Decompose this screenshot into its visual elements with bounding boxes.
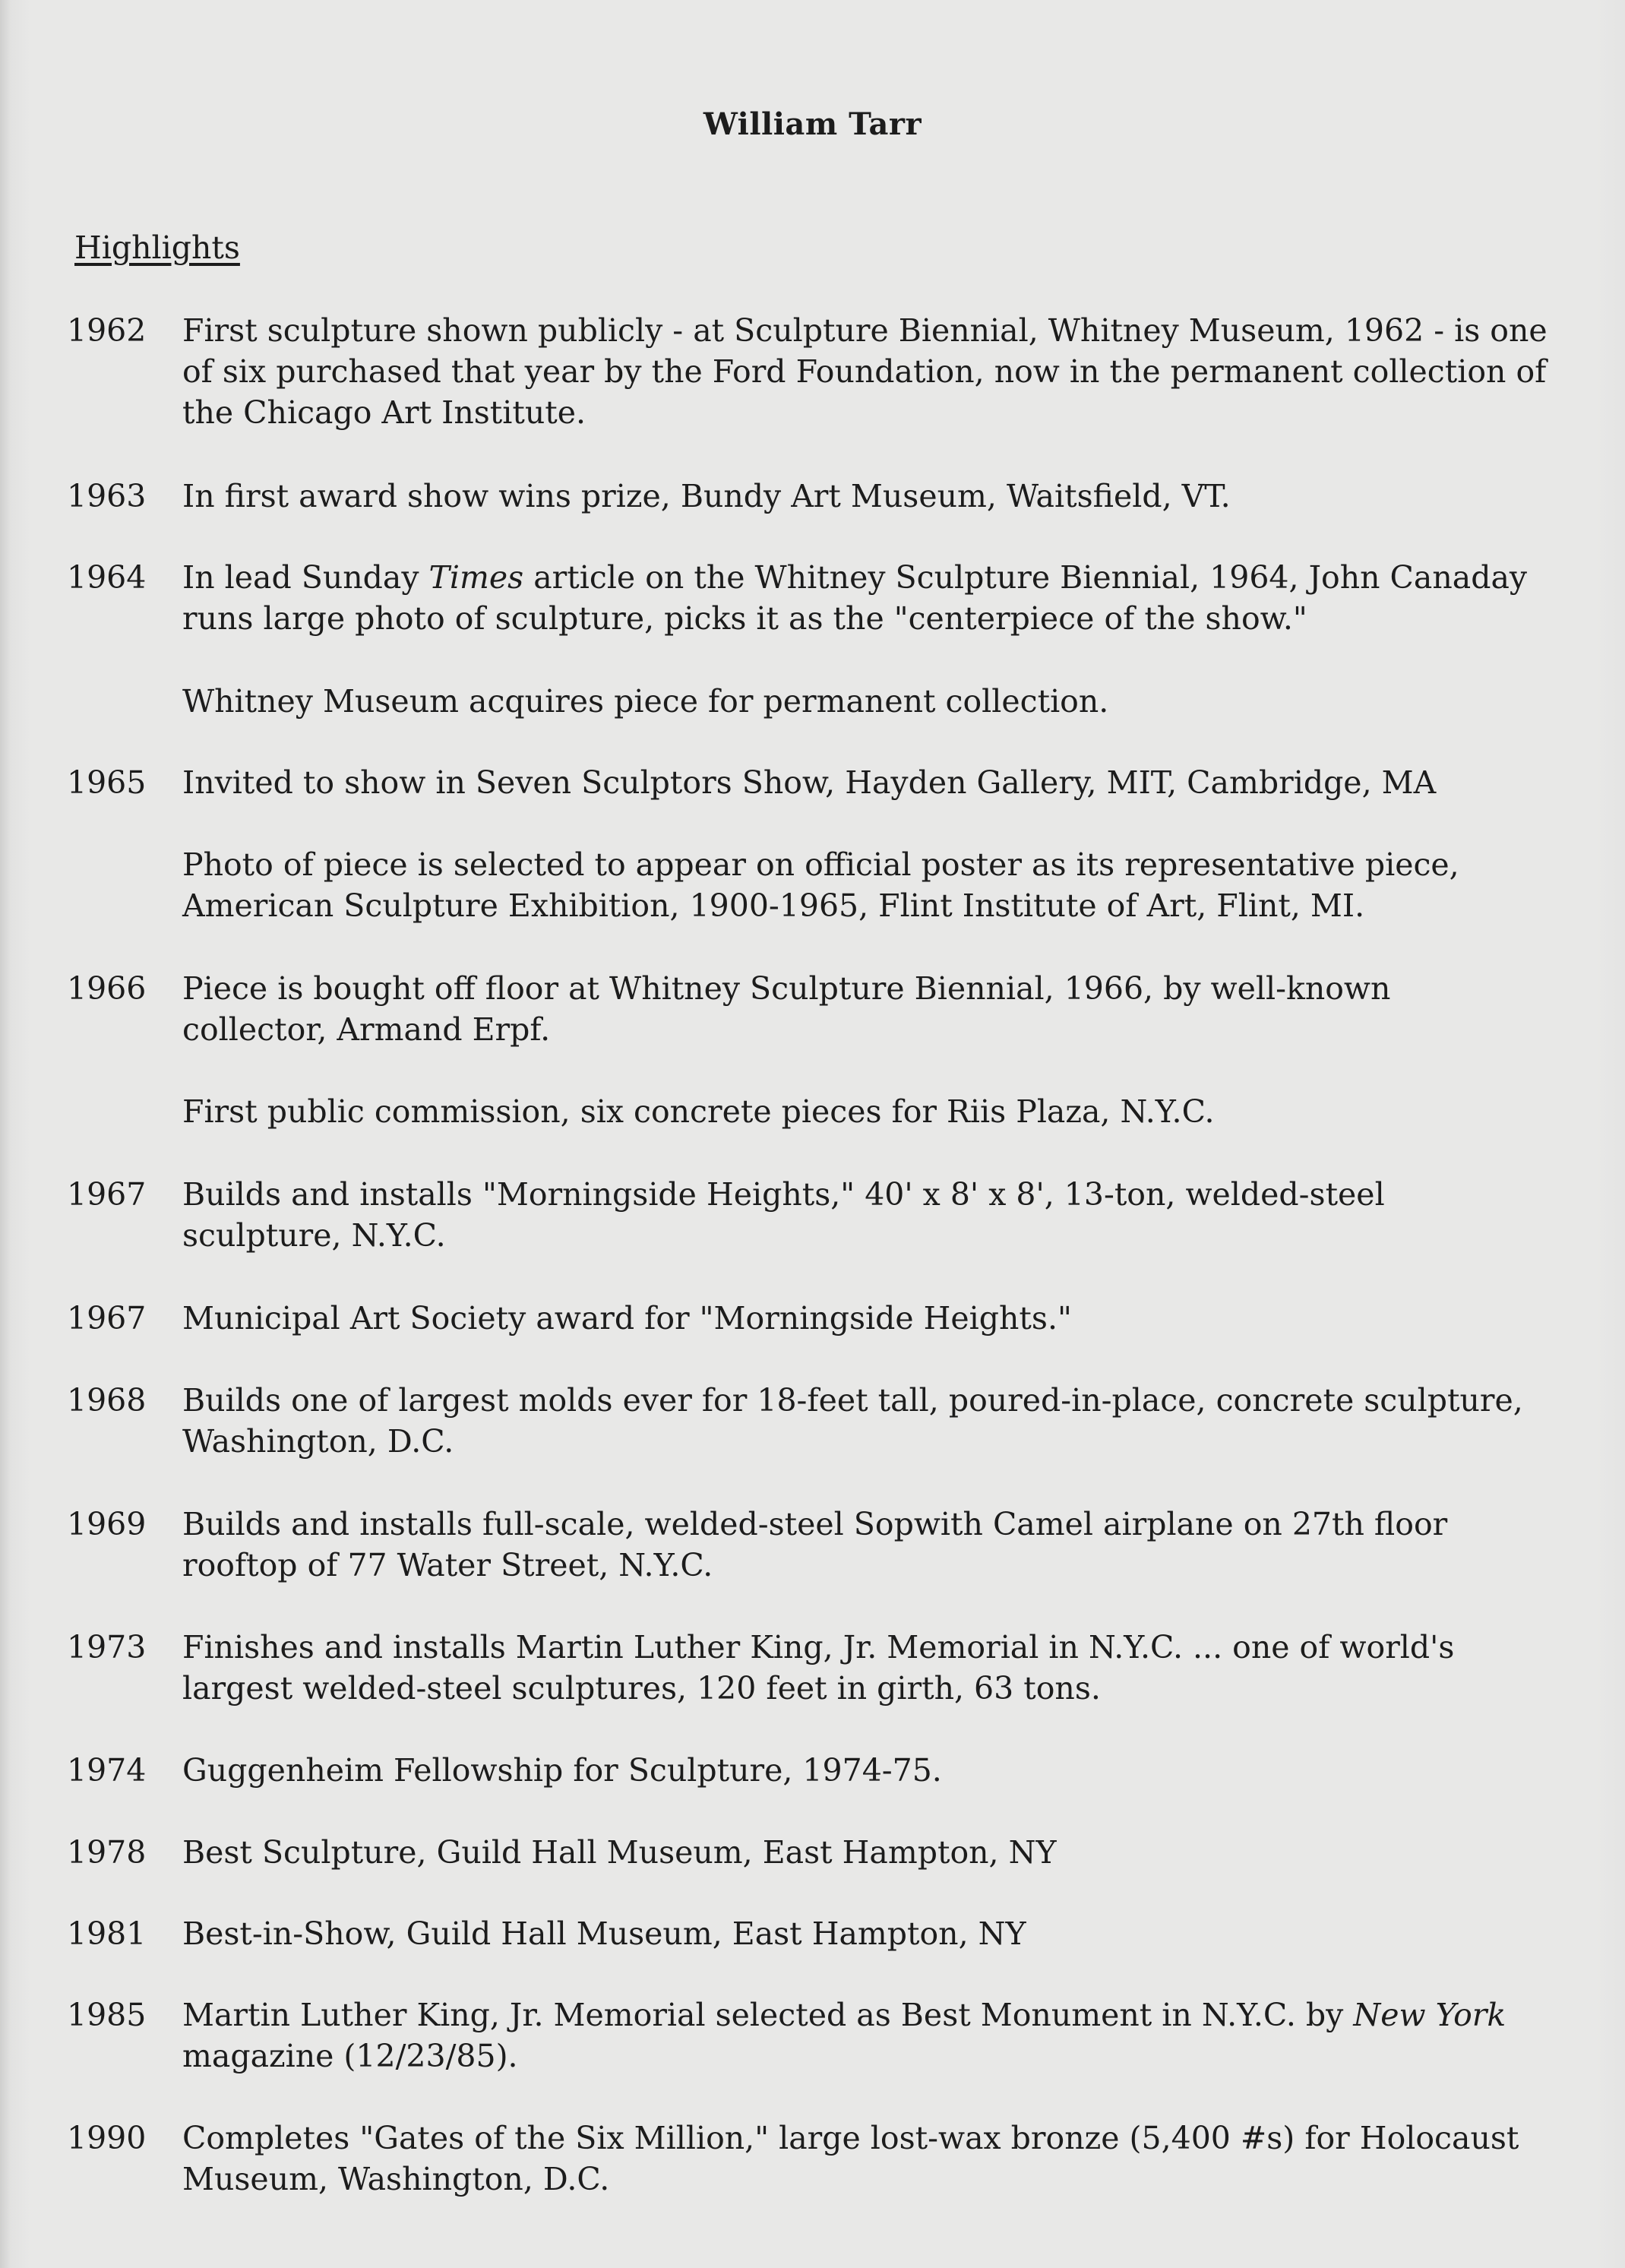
entry-year: 1968 — [67, 1382, 147, 1419]
entry-text: Builds and installs "Morningside Heights," 40' x 8' x 8', 13-ton, welded-steel sculpture, N.Y.C. — [182, 1176, 1385, 1254]
entry-text: Photo of piece is selected to appear on official poster as its representative piece, American Sculpture Exhibition, 1900-1965, Flint Institute of Art, Flint, MI. — [182, 846, 1459, 924]
entry-year: 1967 — [67, 1176, 147, 1213]
highlight-entry — [67, 968, 1571, 1050]
highlight-entry — [67, 1380, 1571, 1462]
entry-year: 1963 — [67, 478, 147, 514]
entry-text-part: magazine (12/23/85). — [182, 2038, 518, 2074]
entry-text-part: article on the Whitney Sculpture Biennial, 1964, John Canaday runs large photo of sculpture, picks it as the "centerpiece of the show." — [182, 559, 1528, 637]
entry-text: First sculpture shown publicly - at Sculpture Biennial, Whitney Museum, 1962 - is one of six purchased that year by the Ford Foundation, now in the permanent collection of the Chicago Art Institute. — [182, 312, 1548, 431]
entry-year: 1973 — [67, 1629, 147, 1665]
highlight-entry — [67, 681, 1571, 722]
highlight-entry — [67, 1832, 1571, 1873]
highlight-entry — [67, 1994, 1571, 2077]
entry-year: 1969 — [67, 1506, 147, 1542]
highlight-entry — [67, 2118, 1571, 2200]
entry-text — [182, 1994, 1535, 2077]
entry-year: 1985 — [67, 1997, 147, 2033]
entry-text: Builds one of largest molds ever for 18-feet tall, poured-in-place, concrete sculpture, Washington, D.C. — [182, 1382, 1523, 1460]
highlight-entry — [67, 1174, 1571, 1256]
entry-text: Finishes and installs Martin Luther King, Jr. Memorial in N.Y.C. ... one of world's largest welded-steel sculptures, 120 feet in girth, 63 tons. — [182, 1629, 1455, 1707]
entry-text: First public commission, six concrete pieces for Riis Plaza, N.Y.C. — [182, 1093, 1215, 1130]
entry-text: Piece is bought off floor at Whitney Sculpture Biennial, 1966, by well-known collector, Armand Erpf. — [182, 970, 1391, 1048]
entry-year: 1981 — [67, 1915, 147, 1952]
entry-text: In first award show wins prize, Bundy Art Museum, Waitsfield, VT. — [182, 478, 1231, 514]
highlight-entry — [67, 762, 1571, 803]
highlight-entry — [67, 1913, 1571, 1954]
section-heading-highlights: Highlights — [74, 229, 240, 266]
entry-text: Best Sculpture, Guild Hall Museum, East Hampton, NY — [182, 1834, 1057, 1871]
publication-name: Times — [428, 559, 524, 596]
entry-year: 1978 — [67, 1834, 147, 1871]
highlight-entry — [67, 1091, 1571, 1132]
highlight-entry — [67, 476, 1571, 517]
entry-year: 1965 — [67, 764, 147, 801]
entry-text-part: Martin Luther King, Jr. Memorial selected as Best Monument in N.Y.C. by — [182, 1997, 1354, 2033]
entry-text — [182, 557, 1535, 639]
entry-year: 1990 — [67, 2120, 147, 2156]
entry-year: 1966 — [67, 970, 147, 1007]
highlight-entry — [67, 557, 1571, 639]
entry-text: Completes "Gates of the Six Million," large lost-wax bronze (5,400 #s) for Holocaust Museum, Washington, D.C. — [182, 2120, 1519, 2197]
entry-year: 1974 — [67, 1752, 147, 1789]
highlight-entry — [67, 310, 1563, 433]
entry-year: 1964 — [67, 559, 147, 596]
entry-year: 1962 — [67, 312, 147, 349]
entry-text-part: In lead Sunday — [182, 559, 429, 596]
entry-text: Invited to show in Seven Sculptors Show, Hayden Gallery, MIT, Cambridge, MA — [182, 764, 1437, 801]
highlight-entry — [67, 1504, 1571, 1586]
highlight-entry — [67, 844, 1571, 926]
entry-text: Guggenheim Fellowship for Sculpture, 1974-75. — [182, 1752, 942, 1789]
entry-text: Whitney Museum acquires piece for permanent collection. — [182, 683, 1109, 720]
entry-text: Best-in-Show, Guild Hall Museum, East Hampton, NY — [182, 1915, 1026, 1952]
publication-name: New York — [1353, 1997, 1506, 2033]
entry-year: 1967 — [67, 1300, 147, 1336]
entry-text: Municipal Art Society award for "Morningside Heights." — [182, 1300, 1072, 1336]
highlight-entry — [67, 1627, 1571, 1709]
highlight-entry — [67, 1750, 1571, 1791]
highlight-entry — [67, 1298, 1571, 1339]
document-title: William Tarr — [703, 106, 922, 142]
entry-text: Builds and installs full-scale, welded-steel Sopwith Camel airplane on 27th floor rooftop of 77 Water Street, N.Y.C. — [182, 1506, 1448, 1583]
